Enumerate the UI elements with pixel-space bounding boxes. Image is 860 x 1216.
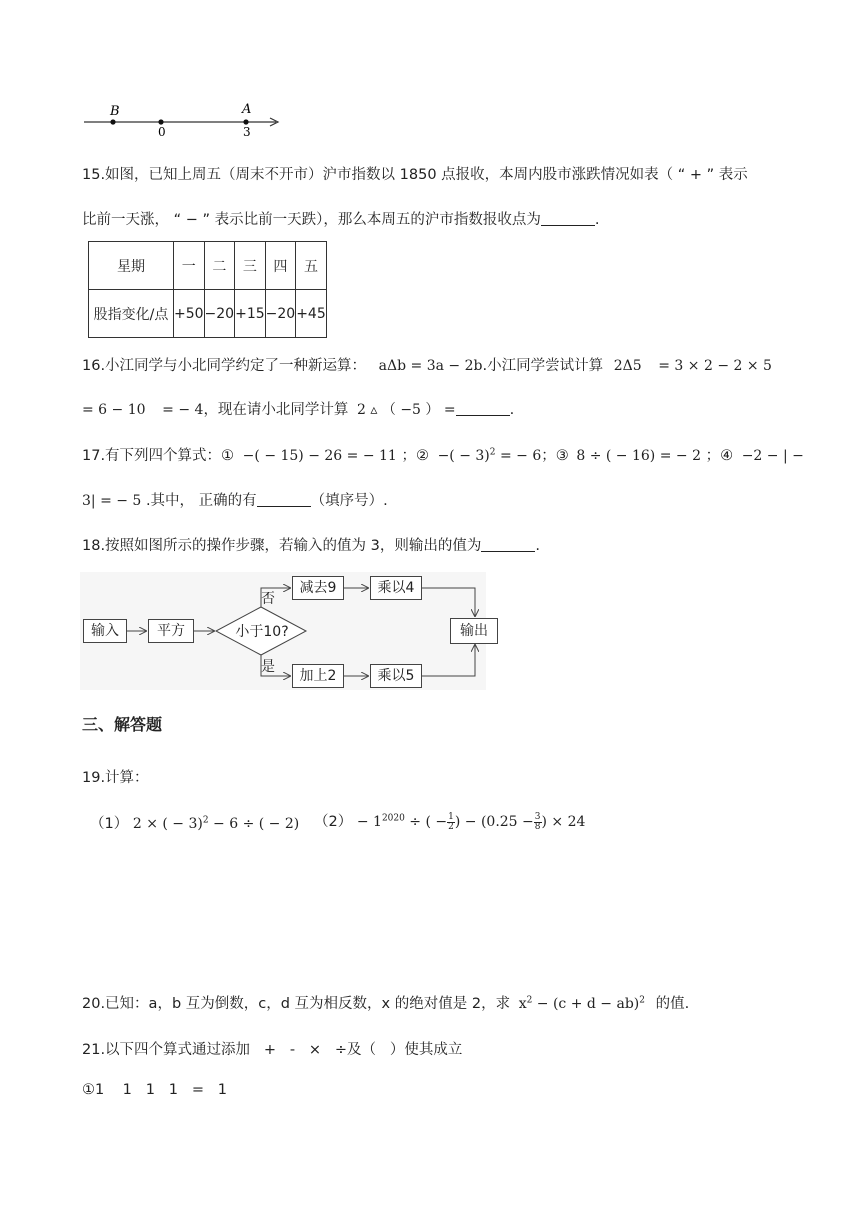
flowchart — [80, 572, 486, 690]
q16-step2: = − 4 — [162, 402, 204, 418]
q16-line1 — [82, 354, 772, 375]
q19-p2-end: ) × 24 — [541, 814, 586, 830]
q16-step1: = 6 − 10 — [82, 402, 146, 418]
q19-p2-middle: ) − (0.25 − — [454, 814, 534, 830]
q20-x: x — [518, 996, 527, 1012]
flow-plus2-box: 加上2 — [292, 664, 344, 688]
q15-line2 — [82, 208, 599, 229]
label-b: B — [110, 104, 120, 119]
q15-line1: 15.如图，已知上周五（周末不开市）沪市指数以 1850 点报收，本周内股市涨跌情况如表（ “ + ” 表示 — [82, 167, 748, 183]
q18-line — [82, 534, 540, 555]
q17-line2 — [82, 489, 388, 510]
q15-period: . — [594, 212, 600, 228]
q17-expression-3: 8 ÷ ( − 16) = − 2 — [576, 448, 701, 464]
q19-p1-exponent: 2 — [202, 815, 209, 826]
table-cell: −20 — [265, 290, 296, 338]
table-cell: +45 — [296, 290, 327, 338]
q19-p1-base: 2 × ( − 3) — [132, 816, 203, 832]
table-cell: +15 — [235, 290, 266, 338]
q17-expression-2 — [438, 448, 542, 464]
flow-minus9-box: 减去9 — [292, 576, 344, 600]
section-title: 三、解答题 — [82, 715, 163, 734]
fraction-denominator: 2 — [448, 821, 454, 832]
table-header-cell: 五 — [296, 242, 327, 290]
q17-e2-rhs: = − 6 — [499, 448, 542, 464]
q20-line — [82, 992, 689, 1013]
q19-p2-exponent: 2020 — [381, 813, 405, 824]
q19-part2 — [314, 810, 585, 832]
table-row — [89, 242, 327, 290]
flow-output-box: 输出 — [450, 618, 498, 644]
q20-text: 20.已知：a，b 互为倒数，c，d 互为相反数，x 的绝对值是 2，求 — [82, 996, 511, 1012]
point-a — [243, 119, 248, 124]
q17-expression-4: −2 − | − — [741, 448, 804, 464]
flow-square-box: 平方 — [148, 619, 194, 643]
q16-text-b: .小江同学尝试计算 — [482, 358, 604, 374]
q20-expression — [519, 996, 645, 1012]
q17-e2-exponent: 2 — [489, 447, 496, 458]
q17-sep: ；③ — [541, 448, 569, 464]
q19-p2-base: − 1 — [356, 814, 382, 830]
q16-text-c: ，现在请小北同学计算 — [203, 402, 349, 418]
q20-text-end: 的值. — [655, 996, 690, 1012]
q17-text-b: .其中， 正确的有 — [145, 493, 257, 509]
q19-title: 19.计算： — [82, 770, 149, 786]
q19-part1-label: （1） — [90, 816, 129, 832]
q19-p1-rest: − 6 ÷ ( − 2) — [213, 816, 300, 832]
q16-expression: 2Δ5 — [613, 358, 642, 374]
fraction-numerator: 1 — [448, 811, 454, 822]
table-cell: 股指变化/点 — [89, 290, 174, 338]
q16-question-expr: 2 ▵ （ −5 ） = — [357, 402, 456, 418]
q20-exponent-2: 2 — [639, 995, 645, 1006]
q17-sep: ；④ — [705, 448, 734, 464]
flow-no-label: 否 — [261, 591, 275, 607]
table-row — [89, 290, 327, 338]
q16-rhs: = 3 × 2 − 2 × 5 — [658, 358, 772, 374]
q17-line1 — [82, 444, 804, 465]
q18-text: 18.按照如图所示的操作步骤，若输入的值为 3，则输出的值为 — [82, 538, 482, 554]
q17-e2-base: −( − 3) — [437, 448, 490, 464]
tick-label-0: 0 — [158, 125, 166, 139]
table-header-cell: 四 — [265, 242, 296, 290]
q17-text-c: （填序号）. — [310, 493, 388, 509]
q16-line2 — [82, 398, 514, 419]
q19-part2-label: （2） — [314, 814, 353, 830]
table-header-cell: 星期 — [89, 242, 174, 290]
answer-blank — [481, 537, 535, 552]
q18-period: . — [535, 538, 541, 554]
q17-sep: ；② — [401, 448, 429, 464]
number-line-figure — [82, 98, 282, 140]
q20-group: − (c + d − ab) — [536, 996, 640, 1012]
q19-part1 — [90, 812, 299, 833]
q19-part2-expression — [356, 811, 586, 832]
answer-blank — [456, 401, 510, 416]
tick-label-3: 3 — [243, 125, 251, 139]
answer-blank — [541, 211, 595, 226]
flow-decision-label: 小于10? — [235, 624, 289, 640]
fraction-three-eighths — [534, 813, 542, 832]
q17-expression-1: −( − 15) − 26 = − 11 — [242, 448, 397, 464]
flow-times4-box: 乘以4 — [370, 576, 422, 600]
fraction-numerator: 3 — [534, 811, 541, 822]
q15-line2-text: 比前一天涨， “ − ” 表示比前一天跌），那么本周五的沪市指数报收点为 — [82, 212, 541, 228]
fraction-one-half — [447, 813, 455, 832]
fraction-denominator: 8 — [534, 821, 541, 832]
point-zero — [158, 119, 163, 124]
flow-input-box: 输入 — [83, 619, 127, 643]
table-header-cell: 二 — [204, 242, 235, 290]
q17-text-a: 17.有下列四个算式：① — [82, 448, 235, 464]
q16-text-a: 16.小江同学与小北同学约定了一种新运算： — [82, 358, 367, 374]
q16-operation-definition: aΔb = 3a − 2b — [378, 358, 483, 374]
q19-p2-divide: ÷ ( − — [409, 814, 448, 830]
point-b — [110, 119, 115, 124]
table-header-cell: 三 — [235, 242, 266, 290]
q17-expression-4-cont: 3| = − 5 — [82, 493, 142, 509]
table-cell: +50 — [174, 290, 205, 338]
q21-item-1: ①1 1 1 1 = 1 — [82, 1082, 228, 1098]
flow-times5-box: 乘以5 — [370, 664, 422, 688]
table-header-cell: 一 — [174, 242, 205, 290]
label-a: A — [242, 102, 252, 117]
q21-line: 21.以下四个算式通过添加 + - × ÷及（ ）使其成立 — [82, 1042, 463, 1058]
q19-part1-expression — [133, 816, 299, 832]
q20-exponent-1: 2 — [526, 995, 533, 1006]
q15-table — [88, 241, 327, 338]
answer-blank — [257, 492, 311, 507]
table-cell: −20 — [204, 290, 235, 338]
flow-yes-label: 是 — [261, 659, 275, 675]
q16-period: . — [509, 402, 515, 418]
